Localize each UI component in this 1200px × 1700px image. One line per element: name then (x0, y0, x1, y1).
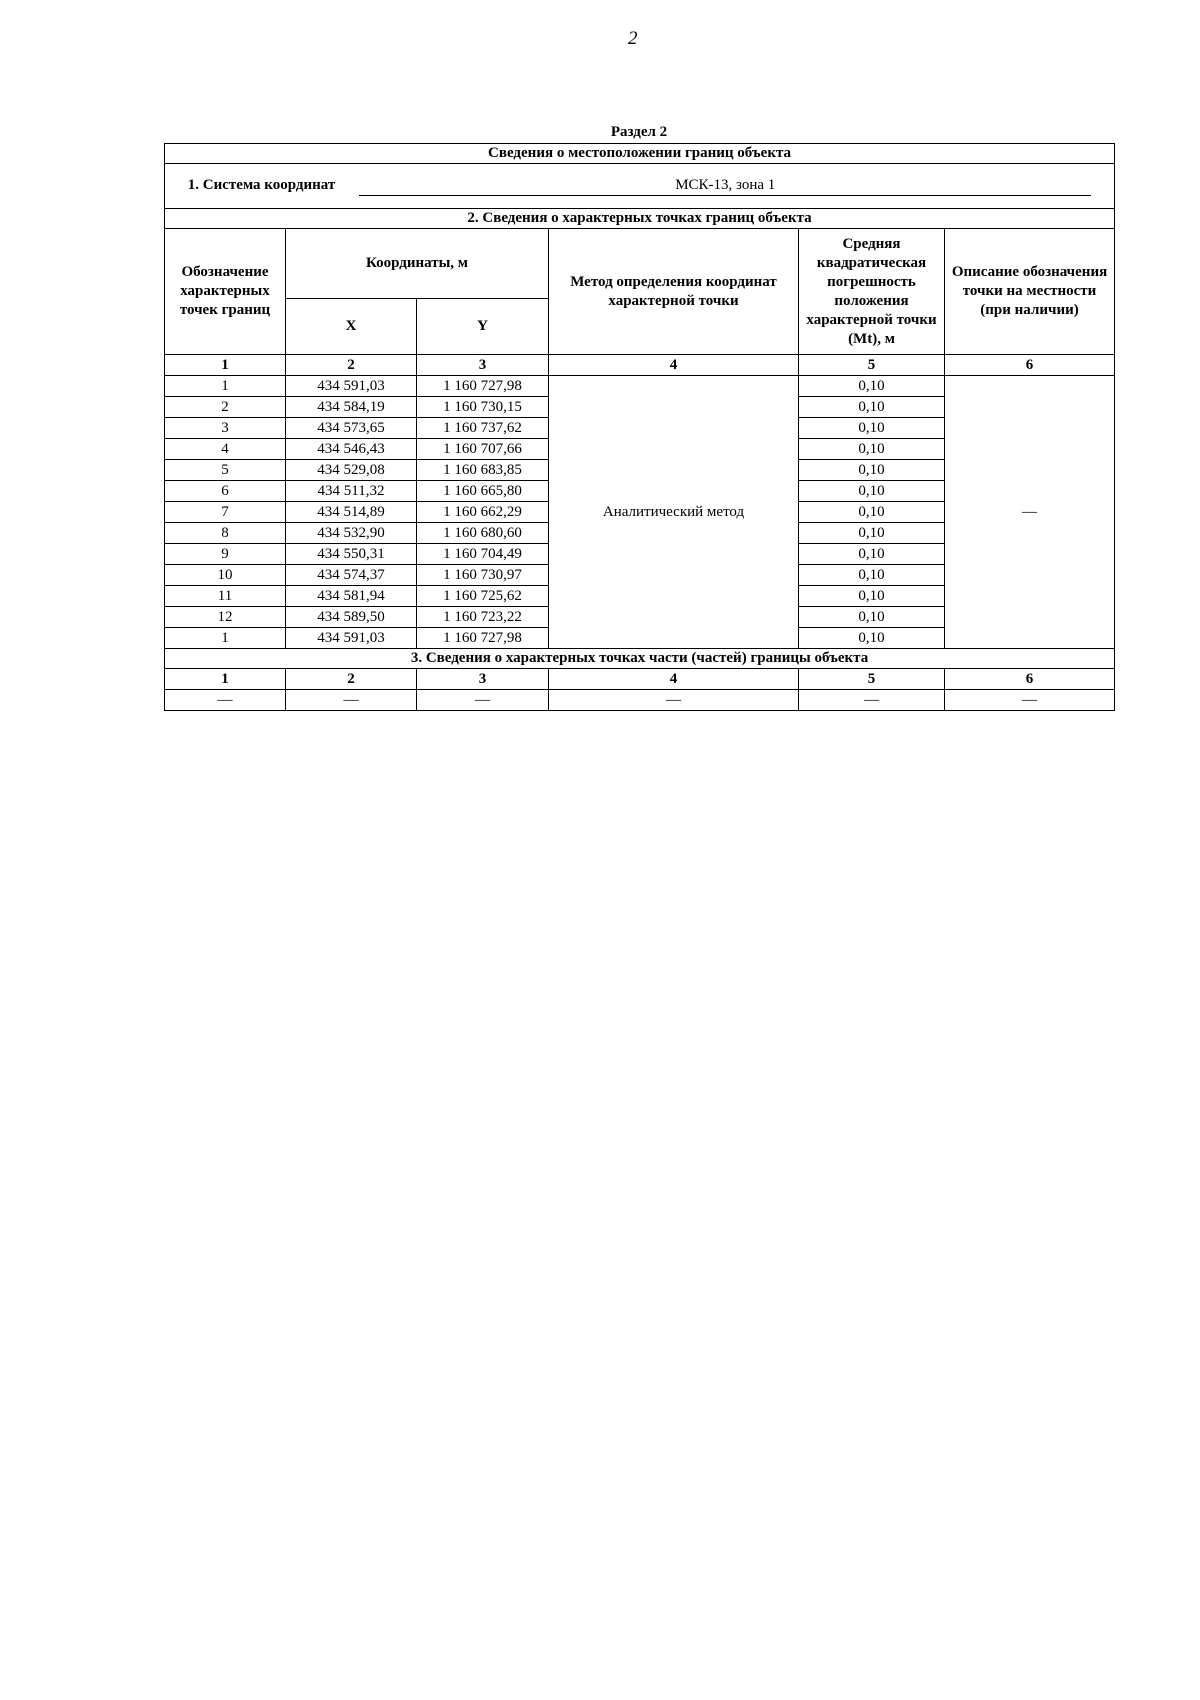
point-x: 434 550,31 (286, 544, 417, 565)
point-x: 434 573,65 (286, 418, 417, 439)
column-number: 5 (799, 355, 945, 376)
point-x: 434 581,94 (286, 586, 417, 607)
part-cell: — (799, 690, 945, 711)
point-mt: 0,10 (799, 397, 945, 418)
point-mt: 0,10 (799, 628, 945, 649)
point-id: 7 (165, 502, 286, 523)
part-cell: — (286, 690, 417, 711)
point-id: 1 (165, 628, 286, 649)
point-x: 434 591,03 (286, 376, 417, 397)
part-cell: — (417, 690, 549, 711)
part-points-row (165, 690, 1115, 711)
point-y: 1 160 707,66 (417, 439, 549, 460)
method-cell: Аналитический метод (549, 376, 799, 649)
part-cell: — (165, 690, 286, 711)
point-x: 434 584,19 (286, 397, 417, 418)
page-number: 2 (628, 28, 638, 49)
table-title: Сведения о местоположении границ объекта (165, 144, 1115, 164)
column-number: 5 (799, 669, 945, 690)
point-id: 2 (165, 397, 286, 418)
point-mt: 0,10 (799, 586, 945, 607)
coord-system-label: 1. Система координат (187, 177, 336, 193)
point-id: 1 (165, 376, 286, 397)
point-y: 1 160 665,80 (417, 481, 549, 502)
header-method: Метод определения координат характерной точки (549, 229, 799, 355)
point-x: 434 532,90 (286, 523, 417, 544)
point-y: 1 160 662,29 (417, 502, 549, 523)
description-cell: — (945, 376, 1115, 649)
header-description: Описание обозначения точки на местности (при наличии) (945, 229, 1115, 355)
boundary-table (164, 143, 1115, 711)
point-id: 8 (165, 523, 286, 544)
section-title: Раздел 2 (610, 124, 668, 140)
column-number: 6 (945, 669, 1115, 690)
point-id: 6 (165, 481, 286, 502)
point-y: 1 160 683,85 (417, 460, 549, 481)
point-y: 1 160 727,98 (417, 628, 549, 649)
column-number: 4 (549, 669, 799, 690)
point-mt: 0,10 (799, 460, 945, 481)
point-y: 1 160 723,22 (417, 607, 549, 628)
coord-system-row (165, 164, 1115, 209)
point-x: 434 591,03 (286, 628, 417, 649)
point-id: 4 (165, 439, 286, 460)
point-mt: 0,10 (799, 418, 945, 439)
point-id: 5 (165, 460, 286, 481)
point-mt: 0,10 (799, 544, 945, 565)
header-coords: Координаты, м (286, 229, 549, 299)
point-mt: 0,10 (799, 376, 945, 397)
header-point: Обозначение характерных точек границ (165, 229, 286, 355)
point-y: 1 160 704,49 (417, 544, 549, 565)
point-mt: 0,10 (799, 439, 945, 460)
column-number: 1 (165, 355, 286, 376)
column-numbers-row-2 (165, 669, 1115, 690)
point-x: 434 529,08 (286, 460, 417, 481)
point-x: 434 546,43 (286, 439, 417, 460)
column-number: 1 (165, 669, 286, 690)
table-row (165, 376, 1115, 397)
column-number: 3 (417, 669, 549, 690)
point-y: 1 160 737,62 (417, 418, 549, 439)
subsection3-title: 3. Сведения о характерных точках части (частей) границы объекта (165, 649, 1115, 669)
subsection2-title: 2. Сведения о характерных точках границ объекта (165, 209, 1115, 229)
point-x: 434 589,50 (286, 607, 417, 628)
point-x: 434 511,32 (286, 481, 417, 502)
point-y: 1 160 730,97 (417, 565, 549, 586)
point-x: 434 514,89 (286, 502, 417, 523)
point-y: 1 160 725,62 (417, 586, 549, 607)
point-mt: 0,10 (799, 607, 945, 628)
column-number: 2 (286, 355, 417, 376)
point-id: 3 (165, 418, 286, 439)
point-id: 9 (165, 544, 286, 565)
header-x: X (286, 299, 417, 355)
column-number: 4 (549, 355, 799, 376)
point-mt: 0,10 (799, 523, 945, 544)
point-mt: 0,10 (799, 481, 945, 502)
part-cell: — (945, 690, 1115, 711)
point-id: 12 (165, 607, 286, 628)
header-error: Средняя квадратическая погрешность положения характерной точки (Mt), м (799, 229, 945, 355)
point-mt: 0,10 (799, 502, 945, 523)
point-y: 1 160 680,60 (417, 523, 549, 544)
point-y: 1 160 727,98 (417, 376, 549, 397)
column-number: 2 (286, 669, 417, 690)
point-id: 11 (165, 586, 286, 607)
point-id: 10 (165, 565, 286, 586)
point-mt: 0,10 (799, 565, 945, 586)
point-x: 434 574,37 (286, 565, 417, 586)
header-y: Y (417, 299, 549, 355)
column-number: 6 (945, 355, 1115, 376)
point-y: 1 160 730,15 (417, 397, 549, 418)
coord-system-value: МСК-13, зона 1 (359, 176, 1091, 196)
column-number: 3 (417, 355, 549, 376)
column-numbers-row (165, 355, 1115, 376)
part-cell: — (549, 690, 799, 711)
